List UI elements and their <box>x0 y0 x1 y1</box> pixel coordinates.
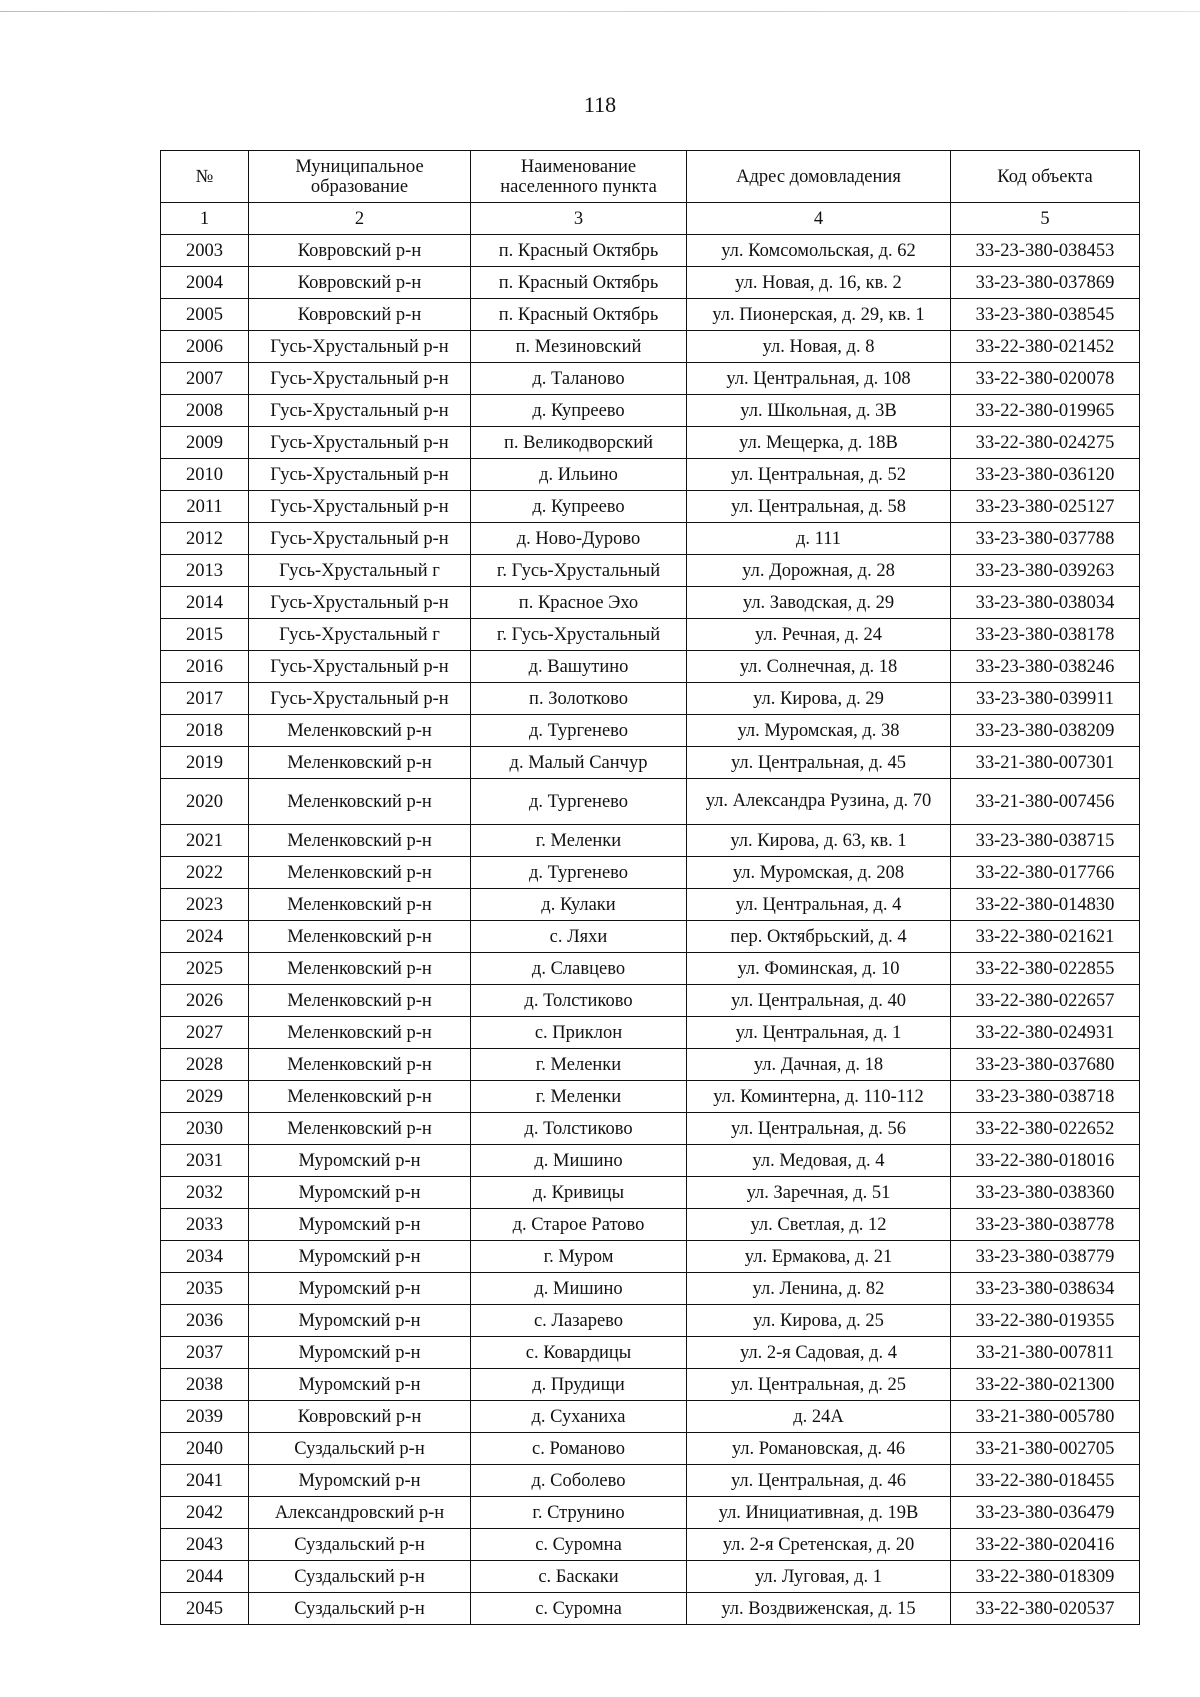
row-number: 2008 <box>161 395 249 427</box>
row-number: 2029 <box>161 1081 249 1113</box>
row-number: 2019 <box>161 747 249 779</box>
table-row <box>161 1177 1140 1209</box>
settlement-cell: д. Купреево <box>471 491 687 523</box>
municipality-cell: Гусь-Хрустальный р-н <box>249 331 471 363</box>
municipality-cell: Гусь-Хрустальный г <box>249 619 471 651</box>
municipality-cell: Меленковский р-н <box>249 1113 471 1145</box>
table-row <box>161 1561 1140 1593</box>
address-cell: ул. Инициативная, д. 19В <box>687 1497 951 1529</box>
header-address: Адрес домовладения <box>687 151 951 203</box>
row-number: 2045 <box>161 1593 249 1625</box>
settlement-cell: д. Тургенево <box>471 715 687 747</box>
municipality-cell: Меленковский р-н <box>249 921 471 953</box>
row-number: 2028 <box>161 1049 249 1081</box>
object-code-cell: 33-22-380-020537 <box>951 1593 1140 1625</box>
object-code-cell: 33-22-380-024931 <box>951 1017 1140 1049</box>
object-code-cell: 33-23-380-038360 <box>951 1177 1140 1209</box>
settlement-cell: с. Суромна <box>471 1593 687 1625</box>
row-number: 2012 <box>161 523 249 555</box>
settlement-cell: г. Гусь-Хрустальный <box>471 619 687 651</box>
settlement-cell: с. Баскаки <box>471 1561 687 1593</box>
object-code-cell: 33-22-380-022652 <box>951 1113 1140 1145</box>
row-number: 2030 <box>161 1113 249 1145</box>
municipality-cell: Суздальский р-н <box>249 1593 471 1625</box>
address-cell: ул. Новая, д. 8 <box>687 331 951 363</box>
column-number: 3 <box>471 203 687 235</box>
settlement-cell: д. Таланово <box>471 363 687 395</box>
settlement-cell: д. Старое Ратово <box>471 1209 687 1241</box>
address-cell: ул. Кирова, д. 63, кв. 1 <box>687 825 951 857</box>
table-row <box>161 267 1140 299</box>
municipality-cell: Гусь-Хрустальный г <box>249 555 471 587</box>
settlement-cell: г. Струнино <box>471 1497 687 1529</box>
address-cell: ул. Романовская, д. 46 <box>687 1433 951 1465</box>
row-number: 2041 <box>161 1465 249 1497</box>
settlement-cell: г. Гусь-Хрустальный <box>471 555 687 587</box>
table-row <box>161 1305 1140 1337</box>
row-number: 2021 <box>161 825 249 857</box>
row-number: 2039 <box>161 1401 249 1433</box>
settlement-cell: п. Красный Октябрь <box>471 267 687 299</box>
municipality-cell: Александровский р-н <box>249 1497 471 1529</box>
address-cell: ул. Центральная, д. 45 <box>687 747 951 779</box>
settlement-cell: г. Меленки <box>471 1049 687 1081</box>
municipality-cell: Ковровский р-н <box>249 235 471 267</box>
settlement-cell: с. Ляхи <box>471 921 687 953</box>
object-code-cell: 33-22-380-018455 <box>951 1465 1140 1497</box>
table-row <box>161 235 1140 267</box>
settlement-cell: д. Малый Санчур <box>471 747 687 779</box>
municipality-cell: Ковровский р-н <box>249 299 471 331</box>
address-cell: ул. Центральная, д. 40 <box>687 985 951 1017</box>
municipality-cell: Гусь-Хрустальный р-н <box>249 363 471 395</box>
address-cell: ул. Центральная, д. 58 <box>687 491 951 523</box>
address-cell: ул. Коминтерна, д. 110-112 <box>687 1081 951 1113</box>
settlement-cell: д. Толстиково <box>471 1113 687 1145</box>
object-code-cell: 33-22-380-018309 <box>951 1561 1140 1593</box>
settlement-cell: д. Тургенево <box>471 857 687 889</box>
row-number: 2020 <box>161 779 249 825</box>
table-row <box>161 1049 1140 1081</box>
table-row <box>161 889 1140 921</box>
settlement-cell: с. Романово <box>471 1433 687 1465</box>
object-code-cell: 33-23-380-038718 <box>951 1081 1140 1113</box>
address-cell: ул. Ленина, д. 82 <box>687 1273 951 1305</box>
table-row <box>161 1369 1140 1401</box>
table-row <box>161 1273 1140 1305</box>
address-cell: ул. 2-я Сретенская, д. 20 <box>687 1529 951 1561</box>
table-row <box>161 523 1140 555</box>
municipality-cell: Муромский р-н <box>249 1369 471 1401</box>
column-number: 2 <box>249 203 471 235</box>
settlement-cell: п. Золотково <box>471 683 687 715</box>
object-code-cell: 33-23-380-038779 <box>951 1241 1140 1273</box>
column-number: 4 <box>687 203 951 235</box>
object-code-cell: 33-21-380-007301 <box>951 747 1140 779</box>
address-cell: ул. Солнечная, д. 18 <box>687 651 951 683</box>
object-code-cell: 33-22-380-020078 <box>951 363 1140 395</box>
municipality-cell: Муромский р-н <box>249 1465 471 1497</box>
row-number: 2026 <box>161 985 249 1017</box>
table-row <box>161 1081 1140 1113</box>
row-number: 2031 <box>161 1145 249 1177</box>
object-code-cell: 33-22-380-014830 <box>951 889 1140 921</box>
row-number: 2015 <box>161 619 249 651</box>
address-cell: ул. Ермакова, д. 21 <box>687 1241 951 1273</box>
row-number: 2009 <box>161 427 249 459</box>
municipality-cell: Ковровский р-н <box>249 1401 471 1433</box>
address-cell: ул. Кирова, д. 25 <box>687 1305 951 1337</box>
table-row <box>161 491 1140 523</box>
settlement-cell: п. Красное Эхо <box>471 587 687 619</box>
row-number: 2018 <box>161 715 249 747</box>
settlement-cell: г. Муром <box>471 1241 687 1273</box>
object-code-cell: 33-22-380-018016 <box>951 1145 1140 1177</box>
municipality-cell: Муромский р-н <box>249 1273 471 1305</box>
address-cell: ул. Центральная, д. 4 <box>687 889 951 921</box>
object-code-cell: 33-23-380-038209 <box>951 715 1140 747</box>
object-code-cell: 33-22-380-021621 <box>951 921 1140 953</box>
settlement-cell: с. Приклон <box>471 1017 687 1049</box>
address-cell: ул. 2-я Садовая, д. 4 <box>687 1337 951 1369</box>
settlement-cell: д. Суханиха <box>471 1401 687 1433</box>
table-row <box>161 747 1140 779</box>
row-number: 2037 <box>161 1337 249 1369</box>
address-cell: пер. Октябрьский, д. 4 <box>687 921 951 953</box>
object-code-cell: 33-23-380-025127 <box>951 491 1140 523</box>
row-number: 2022 <box>161 857 249 889</box>
settlement-cell: д. Прудищи <box>471 1369 687 1401</box>
table-row <box>161 1241 1140 1273</box>
row-number: 2025 <box>161 953 249 985</box>
row-number: 2043 <box>161 1529 249 1561</box>
object-code-cell: 33-22-380-024275 <box>951 427 1140 459</box>
address-cell: ул. Школьная, д. 3В <box>687 395 951 427</box>
municipality-cell: Муромский р-н <box>249 1177 471 1209</box>
table-row <box>161 1465 1140 1497</box>
table-header-row <box>161 151 1140 203</box>
municipality-cell: Муромский р-н <box>249 1305 471 1337</box>
row-number: 2003 <box>161 235 249 267</box>
table-row <box>161 363 1140 395</box>
municipality-cell: Меленковский р-н <box>249 825 471 857</box>
settlement-cell: с. Суромна <box>471 1529 687 1561</box>
settlement-cell: с. Ковардицы <box>471 1337 687 1369</box>
object-code-cell: 33-21-380-002705 <box>951 1433 1140 1465</box>
table-row <box>161 825 1140 857</box>
table-row <box>161 1209 1140 1241</box>
row-number: 2016 <box>161 651 249 683</box>
object-code-cell: 33-23-380-038178 <box>951 619 1140 651</box>
table-row <box>161 1497 1140 1529</box>
table-row <box>161 1593 1140 1625</box>
municipality-cell: Меленковский р-н <box>249 985 471 1017</box>
municipality-cell: Меленковский р-н <box>249 857 471 889</box>
row-number: 2017 <box>161 683 249 715</box>
address-cell: ул. Заречная, д. 51 <box>687 1177 951 1209</box>
address-cell: ул. Дорожная, д. 28 <box>687 555 951 587</box>
municipality-cell: Меленковский р-н <box>249 1017 471 1049</box>
municipality-cell: Муромский р-н <box>249 1337 471 1369</box>
registry-table <box>160 150 1140 1625</box>
object-code-cell: 33-22-380-021452 <box>951 331 1140 363</box>
settlement-cell: г. Меленки <box>471 1081 687 1113</box>
table-row <box>161 1401 1140 1433</box>
address-cell: ул. Светлая, д. 12 <box>687 1209 951 1241</box>
municipality-cell: Муромский р-н <box>249 1145 471 1177</box>
object-code-cell: 33-23-380-038634 <box>951 1273 1140 1305</box>
municipality-cell: Меленковский р-н <box>249 953 471 985</box>
address-cell: ул. Медовая, д. 4 <box>687 1145 951 1177</box>
municipality-cell: Гусь-Хрустальный р-н <box>249 651 471 683</box>
page-number: 118 <box>583 92 617 117</box>
row-number: 2004 <box>161 267 249 299</box>
settlement-cell: д. Купреево <box>471 395 687 427</box>
municipality-cell: Меленковский р-н <box>249 1081 471 1113</box>
object-code-cell: 33-22-380-022855 <box>951 953 1140 985</box>
address-cell: ул. Комсомольская, д. 62 <box>687 235 951 267</box>
address-cell: ул. Муромская, д. 38 <box>687 715 951 747</box>
municipality-cell: Суздальский р-н <box>249 1529 471 1561</box>
table-row <box>161 555 1140 587</box>
object-code-cell: 33-21-380-007456 <box>951 779 1140 825</box>
municipality-cell: Гусь-Хрустальный р-н <box>249 459 471 491</box>
row-number: 2006 <box>161 331 249 363</box>
row-number: 2014 <box>161 587 249 619</box>
settlement-cell: д. Соболево <box>471 1465 687 1497</box>
row-number: 2036 <box>161 1305 249 1337</box>
settlement-cell: д. Ново-Дурово <box>471 523 687 555</box>
table-row <box>161 1145 1140 1177</box>
column-number: 1 <box>161 203 249 235</box>
object-code-cell: 33-23-380-038246 <box>951 651 1140 683</box>
address-cell: ул. Центральная, д. 52 <box>687 459 951 491</box>
row-number: 2010 <box>161 459 249 491</box>
address-cell: ул. Пионерская, д. 29, кв. 1 <box>687 299 951 331</box>
row-number: 2042 <box>161 1497 249 1529</box>
row-number: 2023 <box>161 889 249 921</box>
address-cell: ул. Центральная, д. 56 <box>687 1113 951 1145</box>
object-code-cell: 33-21-380-005780 <box>951 1401 1140 1433</box>
municipality-cell: Меленковский р-н <box>249 747 471 779</box>
table-row <box>161 985 1140 1017</box>
row-number: 2013 <box>161 555 249 587</box>
municipality-cell: Гусь-Хрустальный р-н <box>249 427 471 459</box>
municipality-cell: Меленковский р-н <box>249 715 471 747</box>
address-cell: д. 111 <box>687 523 951 555</box>
header-object-code: Код объекта <box>951 151 1140 203</box>
address-cell: ул. Заводская, д. 29 <box>687 587 951 619</box>
table-row <box>161 857 1140 889</box>
address-cell: ул. Мещерка, д. 18В <box>687 427 951 459</box>
row-number: 2027 <box>161 1017 249 1049</box>
settlement-cell: д. Кривицы <box>471 1177 687 1209</box>
settlement-cell: п. Великодворский <box>471 427 687 459</box>
settlement-cell: п. Мезиновский <box>471 331 687 363</box>
settlement-cell: п. Красный Октябрь <box>471 299 687 331</box>
row-number: 2024 <box>161 921 249 953</box>
table-row <box>161 1017 1140 1049</box>
row-number: 2011 <box>161 491 249 523</box>
address-cell: ул. Центральная, д. 46 <box>687 1465 951 1497</box>
table-row <box>161 715 1140 747</box>
address-cell: ул. Фоминская, д. 10 <box>687 953 951 985</box>
table-row <box>161 1433 1140 1465</box>
table-row <box>161 953 1140 985</box>
table-row <box>161 1113 1140 1145</box>
scan-edge-line <box>0 11 1200 12</box>
row-number: 2032 <box>161 1177 249 1209</box>
settlement-cell: д. Славцево <box>471 953 687 985</box>
settlement-cell: д. Вашутино <box>471 651 687 683</box>
settlement-cell: д. Толстиково <box>471 985 687 1017</box>
object-code-cell: 33-22-380-019355 <box>951 1305 1140 1337</box>
table-row <box>161 331 1140 363</box>
settlement-cell: д. Кулаки <box>471 889 687 921</box>
object-code-cell: 33-23-380-039911 <box>951 683 1140 715</box>
municipality-cell: Суздальский р-н <box>249 1433 471 1465</box>
municipality-cell: Муромский р-н <box>249 1241 471 1273</box>
settlement-cell: п. Красный Октябрь <box>471 235 687 267</box>
row-number: 2034 <box>161 1241 249 1273</box>
object-code-cell: 33-23-380-036479 <box>951 1497 1140 1529</box>
object-code-cell: 33-22-380-019965 <box>951 395 1140 427</box>
table-body <box>161 235 1140 1625</box>
table-row <box>161 651 1140 683</box>
object-code-cell: 33-23-380-036120 <box>951 459 1140 491</box>
address-cell: ул. Речная, д. 24 <box>687 619 951 651</box>
municipality-cell: Ковровский р-н <box>249 267 471 299</box>
column-number: 5 <box>951 203 1140 235</box>
table-row <box>161 459 1140 491</box>
municipality-cell: Гусь-Хрустальный р-н <box>249 587 471 619</box>
table-row <box>161 395 1140 427</box>
table-row <box>161 299 1140 331</box>
address-cell: ул. Александра Рузина, д. 70 <box>687 779 951 825</box>
municipality-cell: Гусь-Хрустальный р-н <box>249 395 471 427</box>
municipality-cell: Муромский р-н <box>249 1209 471 1241</box>
municipality-cell: Гусь-Хрустальный р-н <box>249 523 471 555</box>
object-code-cell: 33-23-380-037680 <box>951 1049 1140 1081</box>
object-code-cell: 33-23-380-037869 <box>951 267 1140 299</box>
table-row <box>161 619 1140 651</box>
row-number: 2044 <box>161 1561 249 1593</box>
table-row <box>161 1337 1140 1369</box>
settlement-cell: д. Тургенево <box>471 779 687 825</box>
header-municipality: Муниципальное образование <box>249 151 471 203</box>
address-cell: ул. Дачная, д. 18 <box>687 1049 951 1081</box>
row-number: 2040 <box>161 1433 249 1465</box>
object-code-cell: 33-22-380-021300 <box>951 1369 1140 1401</box>
address-cell: ул. Новая, д. 16, кв. 2 <box>687 267 951 299</box>
object-code-cell: 33-22-380-017766 <box>951 857 1140 889</box>
row-number: 2005 <box>161 299 249 331</box>
row-number: 2007 <box>161 363 249 395</box>
row-number: 2033 <box>161 1209 249 1241</box>
municipality-cell: Гусь-Хрустальный р-н <box>249 491 471 523</box>
table-row <box>161 1529 1140 1561</box>
municipality-cell: Меленковский р-н <box>249 1049 471 1081</box>
settlement-cell: д. Мишино <box>471 1145 687 1177</box>
object-code-cell: 33-23-380-038778 <box>951 1209 1140 1241</box>
address-cell: ул. Центральная, д. 108 <box>687 363 951 395</box>
settlement-cell: д. Ильино <box>471 459 687 491</box>
row-number: 2038 <box>161 1369 249 1401</box>
settlement-cell: д. Мишино <box>471 1273 687 1305</box>
address-cell: ул. Центральная, д. 25 <box>687 1369 951 1401</box>
object-code-cell: 33-23-380-038545 <box>951 299 1140 331</box>
municipality-cell: Суздальский р-н <box>249 1561 471 1593</box>
object-code-cell: 33-23-380-038715 <box>951 825 1140 857</box>
object-code-cell: 33-23-380-038034 <box>951 587 1140 619</box>
object-code-cell: 33-22-380-022657 <box>951 985 1140 1017</box>
address-cell: ул. Центральная, д. 1 <box>687 1017 951 1049</box>
settlement-cell: с. Лазарево <box>471 1305 687 1337</box>
address-cell: ул. Воздвиженская, д. 15 <box>687 1593 951 1625</box>
row-number: 2035 <box>161 1273 249 1305</box>
object-code-cell: 33-22-380-020416 <box>951 1529 1140 1561</box>
municipality-cell: Меленковский р-н <box>249 889 471 921</box>
object-code-cell: 33-23-380-038453 <box>951 235 1140 267</box>
column-numbers-row <box>161 203 1140 235</box>
header-settlement: Наименование населенного пункта <box>471 151 687 203</box>
table-row <box>161 587 1140 619</box>
header-number: № <box>161 151 249 203</box>
table-row <box>161 427 1140 459</box>
table-row <box>161 683 1140 715</box>
address-cell: ул. Кирова, д. 29 <box>687 683 951 715</box>
address-cell: д. 24А <box>687 1401 951 1433</box>
table-row <box>161 779 1140 825</box>
municipality-cell: Меленковский р-н <box>249 779 471 825</box>
settlement-cell: г. Меленки <box>471 825 687 857</box>
object-code-cell: 33-23-380-037788 <box>951 523 1140 555</box>
municipality-cell: Гусь-Хрустальный р-н <box>249 683 471 715</box>
address-cell: ул. Муромская, д. 208 <box>687 857 951 889</box>
object-code-cell: 33-21-380-007811 <box>951 1337 1140 1369</box>
table-row <box>161 921 1140 953</box>
address-cell: ул. Луговая, д. 1 <box>687 1561 951 1593</box>
object-code-cell: 33-23-380-039263 <box>951 555 1140 587</box>
